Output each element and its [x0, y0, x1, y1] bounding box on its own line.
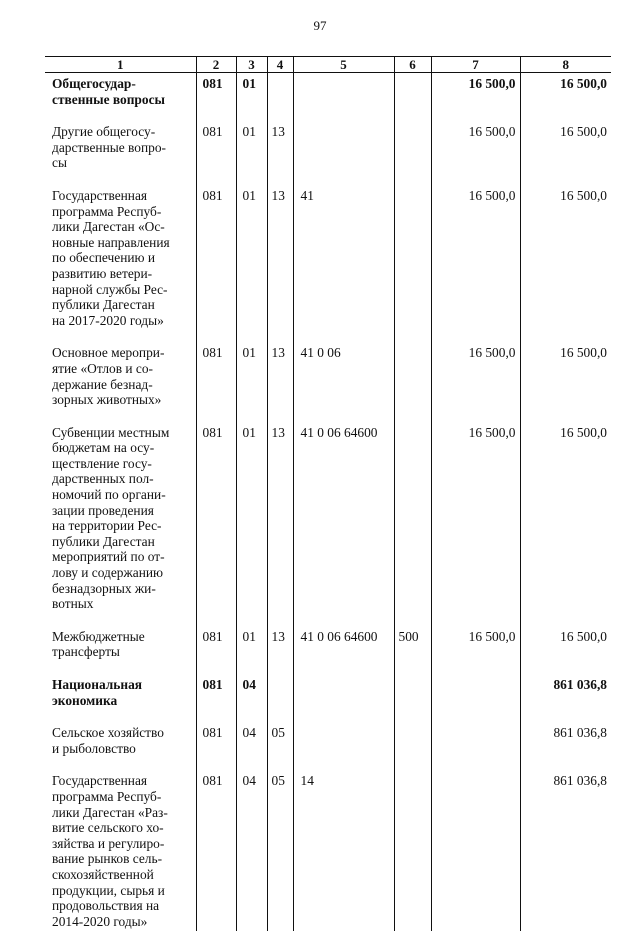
row-subsection: 13 — [267, 422, 293, 626]
table-body — [45, 73, 611, 931]
row-grbs: 081 — [196, 121, 236, 185]
row-name: Основное меропри- ятие «Отлов и со- держание безнад- зорных животных» — [45, 342, 196, 421]
header-col-2: 2 — [196, 57, 236, 73]
row-name: Другие общегосу- дарственные вопро- сы — [45, 121, 196, 185]
row-sum-col7 — [431, 770, 520, 931]
row-section: 01 — [236, 185, 267, 342]
header-col-3: 3 — [236, 57, 267, 73]
row-name: Государственная программа Респуб- лики Дагестан «Ос- новные направления по обеспечению и развитию ветери- нарной службы Рес- публики Дагестан на 2017-2020 годы» — [45, 185, 196, 342]
row-sum-col7: 16 500,0 — [431, 342, 520, 421]
row-target-article — [293, 73, 394, 122]
row-grbs: 081 — [196, 770, 236, 931]
row-sum-col8: 16 500,0 — [520, 626, 611, 674]
row-section: 04 — [236, 770, 267, 931]
row-sum-col7: 16 500,0 — [431, 626, 520, 674]
row-expense-type — [394, 185, 431, 342]
row-expense-type: 500 — [394, 626, 431, 674]
row-subsection — [267, 674, 293, 722]
row-name: Общегосудар- ственные вопросы — [45, 73, 196, 122]
row-sum-col7: 16 500,0 — [431, 121, 520, 185]
page-number: 97 — [0, 18, 640, 34]
row-section: 01 — [236, 121, 267, 185]
header-col-5: 5 — [293, 57, 394, 73]
row-name: Межбюджетные трансферты — [45, 626, 196, 674]
row-section: 01 — [236, 342, 267, 421]
row-section: 04 — [236, 674, 267, 722]
row-subsection: 05 — [267, 770, 293, 931]
row-grbs: 081 — [196, 674, 236, 722]
table-row — [45, 674, 611, 722]
row-target-article — [293, 674, 394, 722]
row-expense-type — [394, 722, 431, 770]
row-section: 01 — [236, 626, 267, 674]
row-expense-type — [394, 422, 431, 626]
row-target-article — [293, 121, 394, 185]
row-grbs: 081 — [196, 422, 236, 626]
row-sum-col7: 16 500,0 — [431, 73, 520, 122]
row-section: 01 — [236, 73, 267, 122]
budget-table — [45, 56, 611, 931]
row-sum-col8: 16 500,0 — [520, 342, 611, 421]
header-col-7: 7 — [431, 57, 520, 73]
table-row — [45, 422, 611, 626]
row-target-article: 41 0 06 — [293, 342, 394, 421]
table-row — [45, 722, 611, 770]
row-sum-col7 — [431, 722, 520, 770]
row-sum-col7: 16 500,0 — [431, 185, 520, 342]
header-col-6: 6 — [394, 57, 431, 73]
row-grbs: 081 — [196, 722, 236, 770]
table-row — [45, 770, 611, 931]
row-grbs: 081 — [196, 73, 236, 122]
table-row — [45, 73, 611, 122]
row-target-article: 41 0 06 64600 — [293, 626, 394, 674]
row-sum-col8: 16 500,0 — [520, 73, 611, 122]
header-row — [45, 57, 611, 73]
header-col-1: 1 — [45, 57, 196, 73]
row-subsection: 13 — [267, 342, 293, 421]
row-grbs: 081 — [196, 626, 236, 674]
row-sum-col8: 16 500,0 — [520, 185, 611, 342]
row-sum-col7: 16 500,0 — [431, 422, 520, 626]
header-col-8: 8 — [520, 57, 611, 73]
row-subsection: 13 — [267, 121, 293, 185]
row-sum-col8: 16 500,0 — [520, 121, 611, 185]
row-expense-type — [394, 770, 431, 931]
row-name: Субвенции местным бюджетам на осу- ществление госу- дарственных пол- номочий по органи- зации проведения на территории Рес- публики Дагестан мероприятий по от- лову и содержанию безнадзорных жи- вотных — [45, 422, 196, 626]
row-subsection — [267, 73, 293, 122]
row-subsection: 13 — [267, 185, 293, 342]
table-row — [45, 185, 611, 342]
header-col-4: 4 — [267, 57, 293, 73]
row-target-article: 14 — [293, 770, 394, 931]
row-expense-type — [394, 121, 431, 185]
row-name: Сельское хозяйство и рыболовство — [45, 722, 196, 770]
row-target-article: 41 0 06 64600 — [293, 422, 394, 626]
row-name: Национальная экономика — [45, 674, 196, 722]
table-row — [45, 626, 611, 674]
row-sum-col8: 861 036,8 — [520, 674, 611, 722]
row-subsection: 05 — [267, 722, 293, 770]
row-grbs: 081 — [196, 342, 236, 421]
table-row — [45, 342, 611, 421]
row-sum-col8: 861 036,8 — [520, 722, 611, 770]
row-sum-col8: 16 500,0 — [520, 422, 611, 626]
row-target-article: 41 — [293, 185, 394, 342]
row-section: 04 — [236, 722, 267, 770]
row-expense-type — [394, 342, 431, 421]
row-sum-col8: 861 036,8 — [520, 770, 611, 931]
row-subsection: 13 — [267, 626, 293, 674]
row-expense-type — [394, 674, 431, 722]
row-name: Государственная программа Респуб- лики Дагестан «Раз- витие сельского хо- зяйства и регулиро- вание рынков сель- скохозяйственной продукции, сырья и продовольствия на 2014-2020 годы» — [45, 770, 196, 931]
row-section: 01 — [236, 422, 267, 626]
table-row — [45, 121, 611, 185]
row-expense-type — [394, 73, 431, 122]
row-grbs: 081 — [196, 185, 236, 342]
row-target-article — [293, 722, 394, 770]
row-sum-col7 — [431, 674, 520, 722]
